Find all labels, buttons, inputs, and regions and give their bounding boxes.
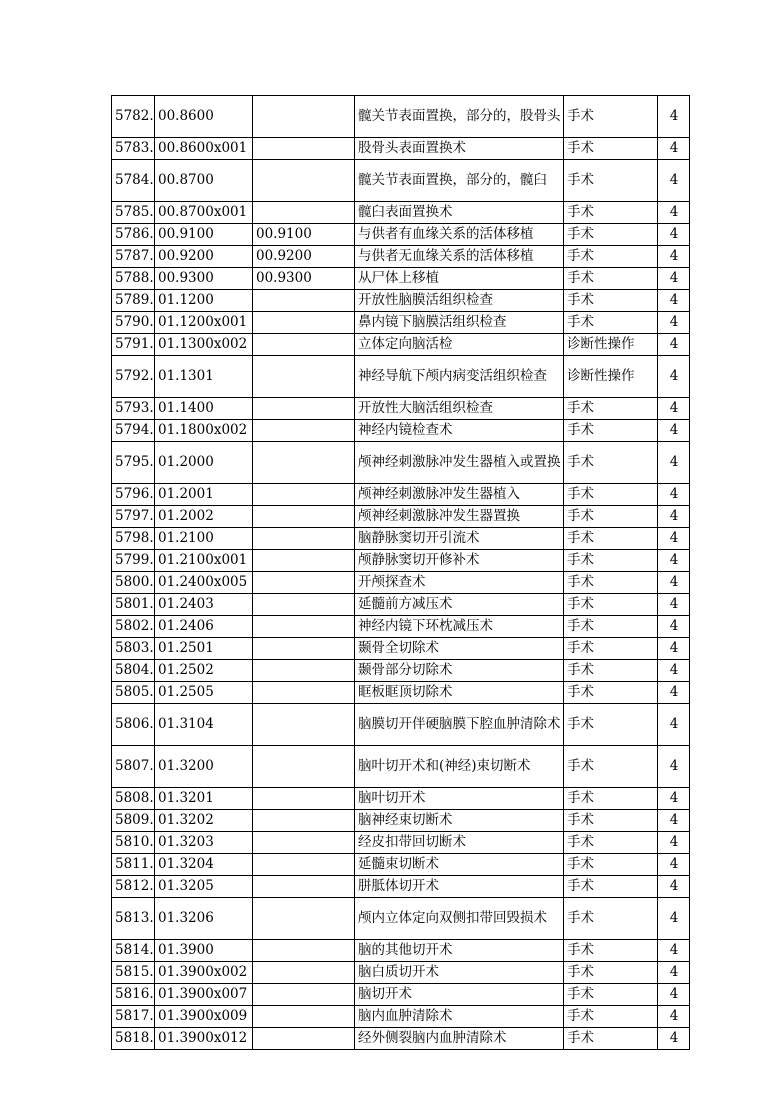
procedure-code-cell: 01.3104 bbox=[155, 704, 253, 746]
procedure-level-cell: 4 bbox=[658, 638, 690, 660]
procedure-type-cell: 手术 bbox=[564, 484, 658, 506]
mapped-code-cell bbox=[253, 810, 355, 832]
table-row bbox=[112, 832, 690, 854]
row-number-cell: 5785. bbox=[112, 202, 155, 224]
procedure-level-cell: 4 bbox=[658, 898, 690, 940]
procedure-type-cell: 手术 bbox=[564, 746, 658, 788]
table-row bbox=[112, 788, 690, 810]
procedure-code-cell: 01.3203 bbox=[155, 832, 253, 854]
mapped-code-cell bbox=[253, 420, 355, 442]
procedure-name-cell: 胼胝体切开术 bbox=[355, 876, 564, 898]
procedure-level-cell: 4 bbox=[658, 96, 690, 138]
row-number-cell: 5818. bbox=[112, 1028, 155, 1050]
table-row bbox=[112, 616, 690, 638]
procedure-name-cell: 脑叶切开术 bbox=[355, 788, 564, 810]
procedure-type-cell: 诊断性操作 bbox=[564, 334, 658, 356]
procedure-type-cell: 手术 bbox=[564, 138, 658, 160]
procedure-level-cell: 4 bbox=[658, 854, 690, 876]
mapped-code-cell bbox=[253, 832, 355, 854]
procedure-type-cell: 手术 bbox=[564, 616, 658, 638]
mapped-code-cell bbox=[253, 572, 355, 594]
procedure-level-cell: 4 bbox=[658, 1006, 690, 1028]
procedure-level-cell: 4 bbox=[658, 704, 690, 746]
procedure-code-cell: 01.2501 bbox=[155, 638, 253, 660]
row-number-cell: 5789. bbox=[112, 290, 155, 312]
table-row bbox=[112, 202, 690, 224]
table-row bbox=[112, 290, 690, 312]
procedure-level-cell: 4 bbox=[658, 940, 690, 962]
table-row bbox=[112, 420, 690, 442]
mapped-code-cell bbox=[253, 660, 355, 682]
procedure-type-cell: 手术 bbox=[564, 788, 658, 810]
row-number-cell: 5813. bbox=[112, 898, 155, 940]
row-number-cell: 5802. bbox=[112, 616, 155, 638]
table-row bbox=[112, 1028, 690, 1050]
row-number-cell: 5811. bbox=[112, 854, 155, 876]
procedure-name-cell: 脑膜切开伴硬脑膜下腔血肿清除术 bbox=[355, 704, 564, 746]
procedure-type-cell: 手术 bbox=[564, 506, 658, 528]
procedure-level-cell: 4 bbox=[658, 550, 690, 572]
mapped-code-cell bbox=[253, 290, 355, 312]
procedure-type-cell: 手术 bbox=[564, 398, 658, 420]
row-number-cell: 5814. bbox=[112, 940, 155, 962]
mapped-code-cell bbox=[253, 1006, 355, 1028]
procedure-code-cell: 01.2100 bbox=[155, 528, 253, 550]
procedure-name-cell: 鼻内镜下脑膜活组织检查 bbox=[355, 312, 564, 334]
row-number-cell: 5784. bbox=[112, 160, 155, 202]
procedure-name-cell: 股骨头表面置换术 bbox=[355, 138, 564, 160]
procedure-type-cell: 手术 bbox=[564, 594, 658, 616]
table-row bbox=[112, 682, 690, 704]
procedure-type-cell: 手术 bbox=[564, 312, 658, 334]
row-number-cell: 5805. bbox=[112, 682, 155, 704]
procedure-name-cell: 延髓束切断术 bbox=[355, 854, 564, 876]
procedure-code-cell: 01.1300x002 bbox=[155, 334, 253, 356]
table-row bbox=[112, 442, 690, 484]
procedure-name-cell: 髋关节表面置换，部分的，股骨头 bbox=[355, 96, 564, 138]
procedure-code-cell: 01.3204 bbox=[155, 854, 253, 876]
mapped-code-cell bbox=[253, 854, 355, 876]
procedure-type-cell: 手术 bbox=[564, 832, 658, 854]
procedure-level-cell: 4 bbox=[658, 876, 690, 898]
procedure-code-cell: 01.2400x005 bbox=[155, 572, 253, 594]
procedure-type-cell: 手术 bbox=[564, 660, 658, 682]
procedure-level-cell: 4 bbox=[658, 290, 690, 312]
row-number-cell: 5817. bbox=[112, 1006, 155, 1028]
procedure-code-cell: 01.1200x001 bbox=[155, 312, 253, 334]
row-number-cell: 5796. bbox=[112, 484, 155, 506]
procedure-name-cell: 眶板眶顶切除术 bbox=[355, 682, 564, 704]
procedure-level-cell: 4 bbox=[658, 268, 690, 290]
procedure-code-cell: 01.2406 bbox=[155, 616, 253, 638]
procedure-type-cell: 手术 bbox=[564, 854, 658, 876]
mapped-code-cell bbox=[253, 682, 355, 704]
mapped-code-cell bbox=[253, 442, 355, 484]
procedure-code-cell: 00.9100 bbox=[155, 224, 253, 246]
procedure-code-cell: 00.8600x001 bbox=[155, 138, 253, 160]
table-row bbox=[112, 334, 690, 356]
mapped-code-cell bbox=[253, 788, 355, 810]
table-row bbox=[112, 594, 690, 616]
procedure-table-body bbox=[112, 96, 690, 1050]
table-row bbox=[112, 246, 690, 268]
procedure-type-cell: 手术 bbox=[564, 704, 658, 746]
table-row bbox=[112, 398, 690, 420]
procedure-name-cell: 颅神经刺激脉冲发生器置换 bbox=[355, 506, 564, 528]
procedure-type-cell: 手术 bbox=[564, 940, 658, 962]
row-number-cell: 5791. bbox=[112, 334, 155, 356]
procedure-type-cell: 手术 bbox=[564, 528, 658, 550]
procedure-code-cell: 00.9200 bbox=[155, 246, 253, 268]
procedure-code-cell: 00.8700 bbox=[155, 160, 253, 202]
table-row bbox=[112, 572, 690, 594]
row-number-cell: 5792. bbox=[112, 356, 155, 398]
table-row bbox=[112, 898, 690, 940]
procedure-type-cell: 手术 bbox=[564, 638, 658, 660]
mapped-code-cell bbox=[253, 550, 355, 572]
procedure-name-cell: 延髓前方减压术 bbox=[355, 594, 564, 616]
procedure-code-cell: 01.1800x002 bbox=[155, 420, 253, 442]
mapped-code-cell bbox=[253, 356, 355, 398]
procedure-code-cell: 01.2000 bbox=[155, 442, 253, 484]
mapped-code-cell bbox=[253, 898, 355, 940]
mapped-code-cell bbox=[253, 704, 355, 746]
procedure-code-cell: 01.3200 bbox=[155, 746, 253, 788]
procedure-table bbox=[111, 95, 690, 1050]
procedure-code-cell: 01.2502 bbox=[155, 660, 253, 682]
procedure-type-cell: 手术 bbox=[564, 898, 658, 940]
mapped-code-cell: 00.9100 bbox=[253, 224, 355, 246]
procedure-level-cell: 4 bbox=[658, 572, 690, 594]
mapped-code-cell bbox=[253, 1028, 355, 1050]
procedure-code-cell: 01.3202 bbox=[155, 810, 253, 832]
row-number-cell: 5810. bbox=[112, 832, 155, 854]
row-number-cell: 5808. bbox=[112, 788, 155, 810]
mapped-code-cell bbox=[253, 484, 355, 506]
procedure-type-cell: 手术 bbox=[564, 810, 658, 832]
procedure-code-cell: 00.8700x001 bbox=[155, 202, 253, 224]
mapped-code-cell bbox=[253, 312, 355, 334]
procedure-name-cell: 与供者无血缘关系的活体移植 bbox=[355, 246, 564, 268]
procedure-type-cell: 诊断性操作 bbox=[564, 356, 658, 398]
procedure-code-cell: 01.3206 bbox=[155, 898, 253, 940]
row-number-cell: 5790. bbox=[112, 312, 155, 334]
table-row bbox=[112, 138, 690, 160]
procedure-level-cell: 4 bbox=[658, 528, 690, 550]
mapped-code-cell bbox=[253, 398, 355, 420]
procedure-level-cell: 4 bbox=[658, 810, 690, 832]
procedure-code-cell: 01.3900x009 bbox=[155, 1006, 253, 1028]
procedure-code-cell: 01.2100x001 bbox=[155, 550, 253, 572]
procedure-code-cell: 01.2403 bbox=[155, 594, 253, 616]
procedure-name-cell: 脑叶切开术和(神经)束切断术 bbox=[355, 746, 564, 788]
procedure-level-cell: 4 bbox=[658, 962, 690, 984]
procedure-name-cell: 开放性脑膜活组织检查 bbox=[355, 290, 564, 312]
procedure-level-cell: 4 bbox=[658, 660, 690, 682]
row-number-cell: 5812. bbox=[112, 876, 155, 898]
procedure-name-cell: 脑内血肿清除术 bbox=[355, 1006, 564, 1028]
procedure-code-cell: 01.2002 bbox=[155, 506, 253, 528]
table-row bbox=[112, 940, 690, 962]
row-number-cell: 5804. bbox=[112, 660, 155, 682]
procedure-name-cell: 颅静脉窦切开修补术 bbox=[355, 550, 564, 572]
mapped-code-cell bbox=[253, 746, 355, 788]
procedure-name-cell: 髋臼表面置换术 bbox=[355, 202, 564, 224]
procedure-name-cell: 颞骨部分切除术 bbox=[355, 660, 564, 682]
procedure-type-cell: 手术 bbox=[564, 876, 658, 898]
procedure-level-cell: 4 bbox=[658, 594, 690, 616]
procedure-type-cell: 手术 bbox=[564, 290, 658, 312]
row-number-cell: 5816. bbox=[112, 984, 155, 1006]
procedure-type-cell: 手术 bbox=[564, 1006, 658, 1028]
row-number-cell: 5809. bbox=[112, 810, 155, 832]
mapped-code-cell bbox=[253, 940, 355, 962]
procedure-type-cell: 手术 bbox=[564, 682, 658, 704]
table-row bbox=[112, 746, 690, 788]
row-number-cell: 5782. bbox=[112, 96, 155, 138]
table-row bbox=[112, 224, 690, 246]
procedure-level-cell: 4 bbox=[658, 398, 690, 420]
row-number-cell: 5798. bbox=[112, 528, 155, 550]
procedure-name-cell: 经皮扣带回切断术 bbox=[355, 832, 564, 854]
table-row bbox=[112, 984, 690, 1006]
procedure-code-cell: 00.8600 bbox=[155, 96, 253, 138]
procedure-code-cell: 01.1301 bbox=[155, 356, 253, 398]
row-number-cell: 5786. bbox=[112, 224, 155, 246]
row-number-cell: 5815. bbox=[112, 962, 155, 984]
procedure-level-cell: 4 bbox=[658, 616, 690, 638]
table-row bbox=[112, 96, 690, 138]
mapped-code-cell bbox=[253, 528, 355, 550]
table-row bbox=[112, 160, 690, 202]
procedure-name-cell: 开颅探查术 bbox=[355, 572, 564, 594]
procedure-type-cell: 手术 bbox=[564, 246, 658, 268]
procedure-type-cell: 手术 bbox=[564, 550, 658, 572]
procedure-level-cell: 4 bbox=[658, 1028, 690, 1050]
procedure-level-cell: 4 bbox=[658, 984, 690, 1006]
mapped-code-cell bbox=[253, 594, 355, 616]
procedure-type-cell: 手术 bbox=[564, 442, 658, 484]
procedure-name-cell: 神经导航下颅内病变活组织检查 bbox=[355, 356, 564, 398]
mapped-code-cell bbox=[253, 138, 355, 160]
procedure-name-cell: 神经内镜检查术 bbox=[355, 420, 564, 442]
mapped-code-cell: 00.9200 bbox=[253, 246, 355, 268]
row-number-cell: 5800. bbox=[112, 572, 155, 594]
procedure-name-cell: 从尸体上移植 bbox=[355, 268, 564, 290]
procedure-code-cell: 01.1400 bbox=[155, 398, 253, 420]
procedure-name-cell: 脑切开术 bbox=[355, 984, 564, 1006]
table-row bbox=[112, 962, 690, 984]
mapped-code-cell bbox=[253, 96, 355, 138]
mapped-code-cell: 00.9300 bbox=[253, 268, 355, 290]
procedure-level-cell: 4 bbox=[658, 356, 690, 398]
row-number-cell: 5803. bbox=[112, 638, 155, 660]
row-number-cell: 5799. bbox=[112, 550, 155, 572]
table-row bbox=[112, 268, 690, 290]
procedure-level-cell: 4 bbox=[658, 442, 690, 484]
row-number-cell: 5787. bbox=[112, 246, 155, 268]
table-row bbox=[112, 704, 690, 746]
procedure-name-cell: 神经内镜下环枕减压术 bbox=[355, 616, 564, 638]
procedure-level-cell: 4 bbox=[658, 788, 690, 810]
table-row bbox=[112, 550, 690, 572]
procedure-type-cell: 手术 bbox=[564, 572, 658, 594]
mapped-code-cell bbox=[253, 962, 355, 984]
table-row bbox=[112, 638, 690, 660]
table-row bbox=[112, 1006, 690, 1028]
procedure-code-cell: 01.1200 bbox=[155, 290, 253, 312]
procedure-code-cell: 01.3205 bbox=[155, 876, 253, 898]
row-number-cell: 5806. bbox=[112, 704, 155, 746]
procedure-level-cell: 4 bbox=[658, 224, 690, 246]
procedure-code-cell: 01.3900x012 bbox=[155, 1028, 253, 1050]
row-number-cell: 5794. bbox=[112, 420, 155, 442]
procedure-name-cell: 颞骨全切除术 bbox=[355, 638, 564, 660]
procedure-level-cell: 4 bbox=[658, 420, 690, 442]
procedure-name-cell: 髋关节表面置换，部分的，髋臼 bbox=[355, 160, 564, 202]
procedure-type-cell: 手术 bbox=[564, 1028, 658, 1050]
mapped-code-cell bbox=[253, 506, 355, 528]
table-row bbox=[112, 660, 690, 682]
table-row bbox=[112, 810, 690, 832]
procedure-code-cell: 01.3900 bbox=[155, 940, 253, 962]
procedure-type-cell: 手术 bbox=[564, 202, 658, 224]
table-row bbox=[112, 506, 690, 528]
table-row bbox=[112, 854, 690, 876]
procedure-level-cell: 4 bbox=[658, 334, 690, 356]
procedure-code-cell: 01.3900x007 bbox=[155, 984, 253, 1006]
procedure-level-cell: 4 bbox=[658, 746, 690, 788]
row-number-cell: 5797. bbox=[112, 506, 155, 528]
procedure-code-cell: 00.9300 bbox=[155, 268, 253, 290]
procedure-name-cell: 与供者有血缘关系的活体移植 bbox=[355, 224, 564, 246]
procedure-level-cell: 4 bbox=[658, 682, 690, 704]
mapped-code-cell bbox=[253, 984, 355, 1006]
row-number-cell: 5788. bbox=[112, 268, 155, 290]
procedure-name-cell: 开放性大脑活组织检查 bbox=[355, 398, 564, 420]
procedure-name-cell: 颅内立体定向双侧扣带回毁损术 bbox=[355, 898, 564, 940]
procedure-level-cell: 4 bbox=[658, 506, 690, 528]
row-number-cell: 5793. bbox=[112, 398, 155, 420]
procedure-type-cell: 手术 bbox=[564, 224, 658, 246]
procedure-name-cell: 脑的其他切开术 bbox=[355, 940, 564, 962]
table-row bbox=[112, 484, 690, 506]
table-row bbox=[112, 356, 690, 398]
mapped-code-cell bbox=[253, 160, 355, 202]
mapped-code-cell bbox=[253, 616, 355, 638]
mapped-code-cell bbox=[253, 202, 355, 224]
procedure-name-cell: 经外侧裂脑内血肿清除术 bbox=[355, 1028, 564, 1050]
procedure-level-cell: 4 bbox=[658, 138, 690, 160]
procedure-code-cell: 01.3900x002 bbox=[155, 962, 253, 984]
procedure-code-cell: 01.2001 bbox=[155, 484, 253, 506]
procedure-type-cell: 手术 bbox=[564, 984, 658, 1006]
procedure-level-cell: 4 bbox=[658, 246, 690, 268]
procedure-type-cell: 手术 bbox=[564, 268, 658, 290]
table-row bbox=[112, 876, 690, 898]
mapped-code-cell bbox=[253, 638, 355, 660]
table-row bbox=[112, 528, 690, 550]
procedure-level-cell: 4 bbox=[658, 202, 690, 224]
procedure-name-cell: 颅神经刺激脉冲发生器植入 bbox=[355, 484, 564, 506]
procedure-name-cell: 颅神经刺激脉冲发生器植入或置换 bbox=[355, 442, 564, 484]
procedure-level-cell: 4 bbox=[658, 832, 690, 854]
procedure-name-cell: 脑静脉窦切开引流术 bbox=[355, 528, 564, 550]
procedure-type-cell: 手术 bbox=[564, 962, 658, 984]
row-number-cell: 5783. bbox=[112, 138, 155, 160]
procedure-code-cell: 01.2505 bbox=[155, 682, 253, 704]
procedure-name-cell: 立体定向脑活检 bbox=[355, 334, 564, 356]
procedure-level-cell: 4 bbox=[658, 484, 690, 506]
table-row bbox=[112, 312, 690, 334]
procedure-level-cell: 4 bbox=[658, 312, 690, 334]
mapped-code-cell bbox=[253, 876, 355, 898]
procedure-code-cell: 01.3201 bbox=[155, 788, 253, 810]
procedure-level-cell: 4 bbox=[658, 160, 690, 202]
row-number-cell: 5795. bbox=[112, 442, 155, 484]
mapped-code-cell bbox=[253, 334, 355, 356]
procedure-name-cell: 脑白质切开术 bbox=[355, 962, 564, 984]
procedure-type-cell: 手术 bbox=[564, 96, 658, 138]
row-number-cell: 5801. bbox=[112, 594, 155, 616]
procedure-type-cell: 手术 bbox=[564, 160, 658, 202]
row-number-cell: 5807. bbox=[112, 746, 155, 788]
procedure-type-cell: 手术 bbox=[564, 420, 658, 442]
procedure-name-cell: 脑神经束切断术 bbox=[355, 810, 564, 832]
